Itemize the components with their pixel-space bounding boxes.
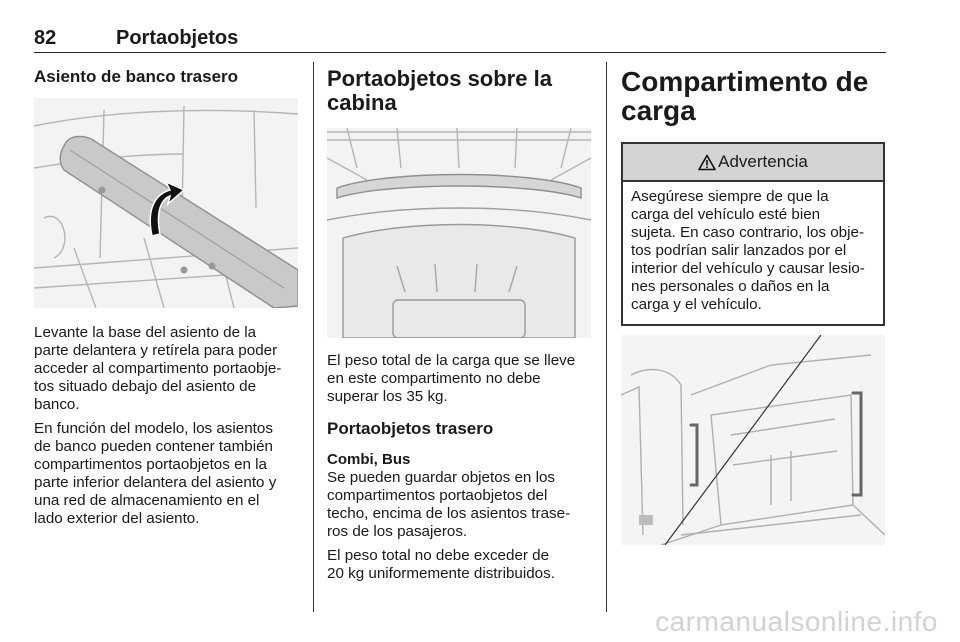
chapter-title: Portaobjetos <box>116 27 239 49</box>
section-heading: Compartimento de carga <box>621 66 869 126</box>
column-cargo-compartment <box>621 62 885 545</box>
paragraph-cab-weight-limit-text: El peso total de la carga que se lleve en este compartimento no debe superar los 35 kg. <box>327 352 576 405</box>
column-divider <box>313 62 314 612</box>
overhead-storage-illustration <box>327 128 591 338</box>
column-divider <box>606 62 607 612</box>
warning-title: Advertencia <box>718 152 808 171</box>
warning-header <box>623 144 883 182</box>
warning-box <box>621 142 885 326</box>
paragraph-rear-storage-text: Se pueden guardar objetos en los compartimentos portaobjetos del techo, encima de los asientos trase- ros de los pasajeros. <box>327 469 571 540</box>
warning-triangle-icon <box>698 154 716 171</box>
subsection-heading: Portaobjetos trasero <box>327 419 494 438</box>
section-heading: Portaobjetos sobre la cabina <box>327 66 552 115</box>
column-overhead-storage <box>327 62 591 583</box>
cargo-compartment-illustration <box>621 335 885 545</box>
section-heading: Asiento de banco trasero <box>34 67 239 86</box>
paragraph-rear-weight-limit-text: El peso total no debe exceder de 20 kg uniformemente distribuidos. <box>327 547 555 582</box>
warning-text: Asegúrese siempre de que la carga del vehículo esté bien sujeta. En caso contrario, los obje- tos podrían salir lanzados por el interior del vehículo y causar lesio- nes personales o daños en la carga y el vehículo. <box>631 188 865 313</box>
watermark: carmanualsonline.info <box>655 606 938 637</box>
page-header <box>34 27 886 53</box>
paragraph-storage-variants-text: En función del modelo, los asientos de banco pueden contener también compartimentos portaobjetos en la parte inferior delantera del asiento y una red de almacenamiento en el lado exterior del asiento. <box>34 420 277 527</box>
model-variant-heading: Combi, Bus <box>327 451 411 468</box>
page-number: 82 <box>34 27 57 49</box>
warning-body <box>623 182 883 324</box>
paragraph-lift-seat-text: Levante la base del asiento de la parte delantera y retírela para poder acceder al compartimento portaobje- tos situado debajo del asiento de banco. <box>34 324 282 413</box>
column-rear-bench-seat <box>34 62 298 528</box>
rear-bench-seat-illustration <box>34 98 298 308</box>
